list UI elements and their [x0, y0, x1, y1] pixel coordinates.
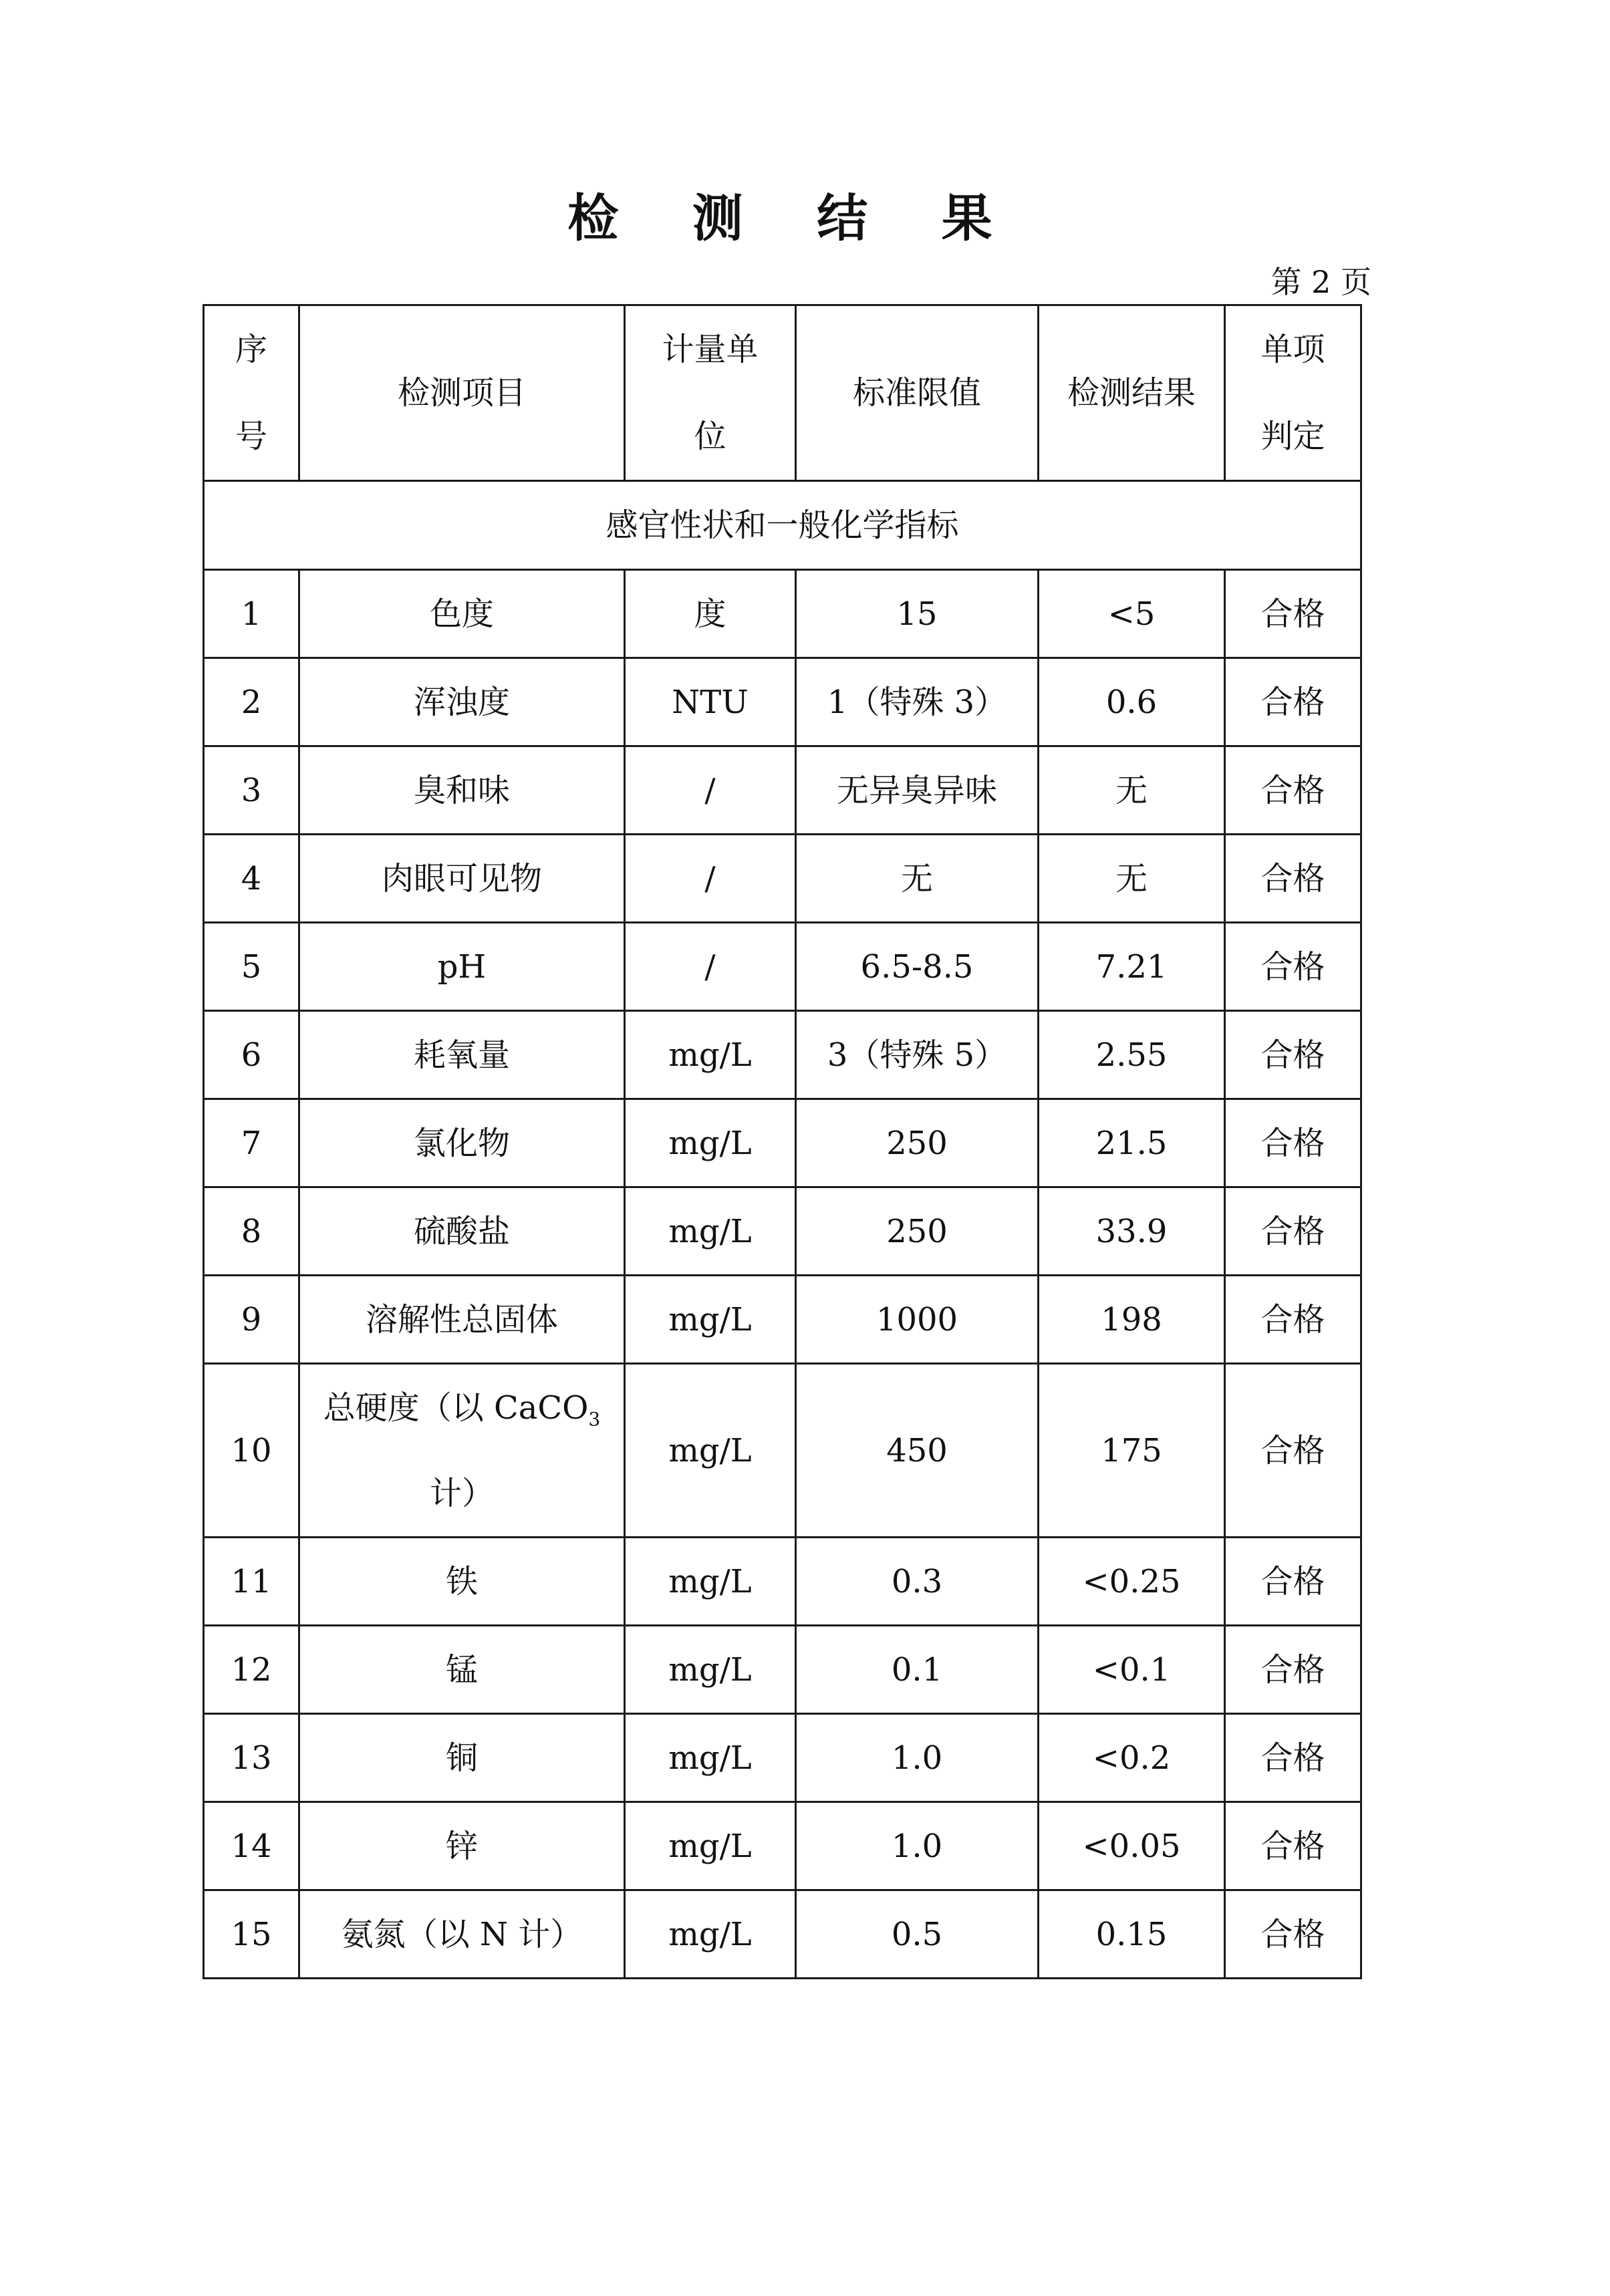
table-row — [204, 1187, 1361, 1276]
table-row — [204, 570, 1361, 658]
header-unit — [625, 305, 796, 481]
cell-limit: 无异臭异味 — [796, 746, 1039, 835]
table-row — [204, 658, 1361, 746]
cell-item: 溶解性总固体 — [299, 1276, 625, 1364]
cell-item-line1 — [300, 1365, 624, 1451]
cell-limit: 0.3 — [796, 1538, 1039, 1626]
cell-result: 无 — [1039, 835, 1225, 923]
cell-unit: mg/L — [625, 1276, 796, 1364]
cell-limit: 450 — [796, 1364, 1039, 1538]
cell-result: 21.5 — [1039, 1099, 1225, 1187]
table-row — [204, 1714, 1361, 1802]
table-row — [204, 1364, 1361, 1538]
cell-limit: 6.5-8.5 — [796, 923, 1039, 1011]
section-title: 感官性状和一般化学指标 — [204, 481, 1361, 570]
header-verdict — [1225, 305, 1361, 481]
cell-item-subscript: 3 — [588, 1408, 601, 1431]
cell-item: 锰 — [299, 1626, 625, 1714]
cell-unit: mg/L — [625, 1538, 796, 1626]
cell-item-text: 总硬度（以 CaCO — [323, 1389, 589, 1427]
cell-result: <0.25 — [1039, 1538, 1225, 1626]
cell-result: 2.55 — [1039, 1011, 1225, 1099]
header-limit: 标准限值 — [796, 305, 1039, 481]
cell-verdict: 合格 — [1225, 835, 1361, 923]
cell-verdict: 合格 — [1225, 1187, 1361, 1276]
table-row — [204, 1626, 1361, 1714]
cell-limit: 15 — [796, 570, 1039, 658]
cell-item: 锌 — [299, 1802, 625, 1890]
header-unit-line1: 计量单 — [662, 331, 759, 368]
cell-unit: 度 — [625, 570, 796, 658]
cell-item: 氯化物 — [299, 1099, 625, 1187]
page-title: 检 测 结 果 — [567, 188, 1021, 248]
cell-limit: 1.0 — [796, 1714, 1039, 1802]
cell-unit: NTU — [625, 658, 796, 746]
cell-verdict: 合格 — [1225, 658, 1361, 746]
cell-item: 色度 — [299, 570, 625, 658]
cell-limit: 250 — [796, 1099, 1039, 1187]
header-item: 检测项目 — [299, 305, 625, 481]
cell-unit: / — [625, 835, 796, 923]
cell-verdict: 合格 — [1225, 1364, 1361, 1538]
header-result: 检测结果 — [1039, 305, 1225, 481]
cell-limit: 0.5 — [796, 1890, 1039, 1979]
cell-item: 浑浊度 — [299, 658, 625, 746]
table-row — [204, 1099, 1361, 1187]
cell-item: 铁 — [299, 1538, 625, 1626]
cell-no: 8 — [204, 1187, 299, 1276]
cell-unit: mg/L — [625, 1011, 796, 1099]
header-verdict-line1: 单项 — [1260, 331, 1325, 368]
cell-no: 10 — [204, 1364, 299, 1538]
cell-limit: 1（特殊 3） — [796, 658, 1039, 746]
cell-no: 9 — [204, 1276, 299, 1364]
cell-result: 7.21 — [1039, 923, 1225, 1011]
cell-unit: mg/L — [625, 1099, 796, 1187]
cell-item: 硫酸盐 — [299, 1187, 625, 1276]
cell-verdict: 合格 — [1225, 923, 1361, 1011]
cell-item: 肉眼可见物 — [299, 835, 625, 923]
cell-verdict: 合格 — [1225, 1011, 1361, 1099]
cell-verdict: 合格 — [1225, 1099, 1361, 1187]
section-row — [204, 481, 1361, 570]
cell-limit: 0.1 — [796, 1626, 1039, 1714]
cell-result: 198 — [1039, 1276, 1225, 1364]
cell-limit: 无 — [796, 835, 1039, 923]
cell-result: <5 — [1039, 570, 1225, 658]
cell-item: 臭和味 — [299, 746, 625, 835]
cell-unit: mg/L — [625, 1364, 796, 1538]
cell-no: 15 — [204, 1890, 299, 1979]
cell-result: 0.15 — [1039, 1890, 1225, 1979]
table-row — [204, 746, 1361, 835]
table-row — [204, 1802, 1361, 1890]
page-number: 第 2 页 — [1270, 264, 1371, 300]
header-index-line1: 序 — [235, 331, 267, 368]
table-row — [204, 1538, 1361, 1626]
cell-limit: 250 — [796, 1187, 1039, 1276]
cell-unit: mg/L — [625, 1187, 796, 1276]
cell-unit: mg/L — [625, 1802, 796, 1890]
table-row — [204, 835, 1361, 923]
header-verdict-line2: 判定 — [1260, 418, 1325, 455]
cell-no: 7 — [204, 1099, 299, 1187]
header-unit-line2: 位 — [694, 418, 726, 455]
table-row — [204, 1276, 1361, 1364]
cell-item: 耗氧量 — [299, 1011, 625, 1099]
table-row — [204, 1890, 1361, 1979]
cell-no: 5 — [204, 923, 299, 1011]
cell-no: 11 — [204, 1538, 299, 1626]
results-table — [203, 304, 1362, 1979]
cell-item: pH — [299, 923, 625, 1011]
cell-no: 14 — [204, 1802, 299, 1890]
cell-verdict: 合格 — [1225, 1802, 1361, 1890]
header-index — [204, 305, 299, 481]
cell-verdict: 合格 — [1225, 1890, 1361, 1979]
cell-unit: / — [625, 923, 796, 1011]
cell-verdict: 合格 — [1225, 1276, 1361, 1364]
cell-limit: 1000 — [796, 1276, 1039, 1364]
cell-verdict: 合格 — [1225, 1714, 1361, 1802]
cell-no: 13 — [204, 1714, 299, 1802]
cell-verdict: 合格 — [1225, 1538, 1361, 1626]
cell-result: 175 — [1039, 1364, 1225, 1538]
cell-result: <0.2 — [1039, 1714, 1225, 1802]
table-row — [204, 923, 1361, 1011]
cell-no: 12 — [204, 1626, 299, 1714]
cell-limit: 1.0 — [796, 1802, 1039, 1890]
cell-result: 33.9 — [1039, 1187, 1225, 1276]
cell-verdict: 合格 — [1225, 746, 1361, 835]
cell-verdict: 合格 — [1225, 1626, 1361, 1714]
cell-unit: / — [625, 746, 796, 835]
cell-no: 2 — [204, 658, 299, 746]
header-index-line2: 号 — [235, 418, 267, 455]
cell-result: <0.05 — [1039, 1802, 1225, 1890]
table-row — [204, 1011, 1361, 1099]
cell-item: 氨氮（以 N 计） — [299, 1890, 625, 1979]
cell-no: 1 — [204, 570, 299, 658]
cell-no: 4 — [204, 835, 299, 923]
cell-item — [299, 1364, 625, 1538]
cell-result: <0.1 — [1039, 1626, 1225, 1714]
cell-no: 6 — [204, 1011, 299, 1099]
cell-result: 无 — [1039, 746, 1225, 835]
cell-result: 0.6 — [1039, 658, 1225, 746]
cell-unit: mg/L — [625, 1626, 796, 1714]
header-row — [204, 305, 1361, 481]
cell-unit: mg/L — [625, 1890, 796, 1979]
cell-unit: mg/L — [625, 1714, 796, 1802]
cell-limit: 3（特殊 5） — [796, 1011, 1039, 1099]
cell-item: 铜 — [299, 1714, 625, 1802]
cell-item-line2: 计） — [429, 1474, 494, 1512]
cell-no: 3 — [204, 746, 299, 835]
cell-verdict: 合格 — [1225, 570, 1361, 658]
